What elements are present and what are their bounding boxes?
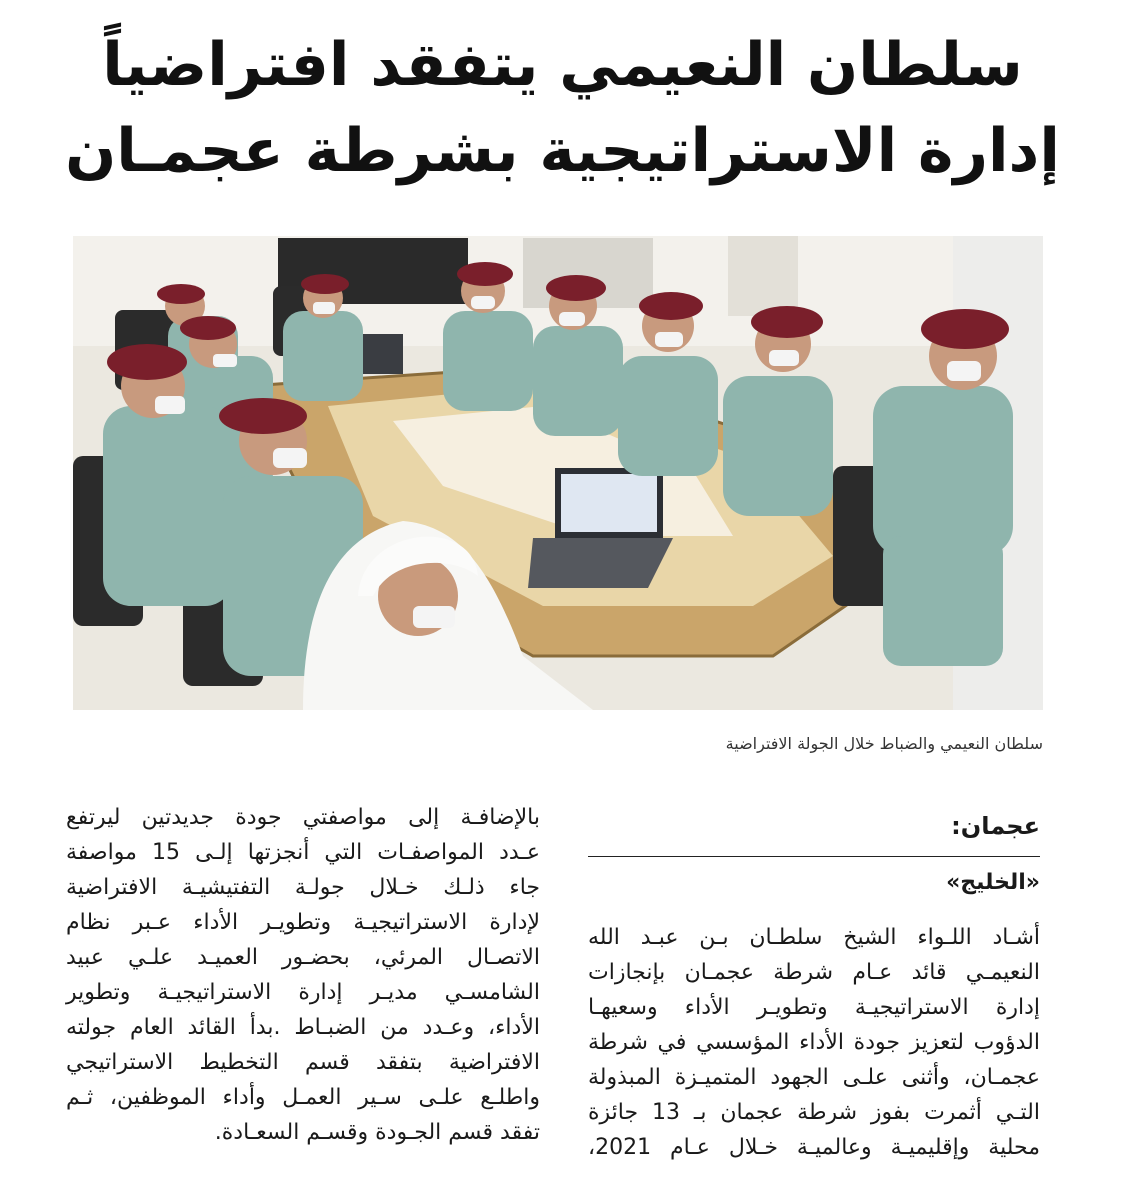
article-line: الأداء، وعـدد من الضبـاط .بدأ القائد العام جولته — [66, 1015, 540, 1040]
article-line: عـدد المواصفـات التي أنجزتها إلـى 15 مواصفة — [66, 840, 540, 865]
headline — [60, 22, 1065, 194]
article-column-right — [588, 920, 1040, 1165]
article-line: بالإضافـة إلى مواصفتي جودة جديدتين ليرتفع — [66, 805, 540, 830]
article-line: أشـاد اللـواء الشيخ سلطـان بـن عبـد الله — [588, 925, 1040, 950]
article-line: واطلـع علـى سـير العمـل وأداء الموظفين، ثـم — [66, 1085, 540, 1110]
article-line: الدؤوب لتعزيز جودة الأداء المؤسسي في شرطة — [588, 1030, 1040, 1055]
article-line: الافتراضية بتفقد قسم التخطيط الاستراتيجي — [66, 1050, 540, 1075]
article-line: التـي أثمرت بفوز شرطة عجمان بـ 13 جائزة — [588, 1100, 1041, 1125]
divider — [588, 856, 1040, 857]
article-line: تفقد قسم الجـودة وقسـم السعـادة. — [214, 1120, 540, 1145]
article-column-left — [66, 800, 540, 1150]
article-line: جاء ذلـك خـلال جولـة التفتيشيـة الافتراضية — [66, 875, 540, 900]
article-line: الاتصـال المرئي، بحضـور العميـد علـي عبيد — [66, 945, 540, 970]
dateline: عجمان: — [951, 812, 1040, 840]
article-line: عجمـان، وأثنى علـى الجهود المتميـزة المبذولة — [588, 1065, 1040, 1090]
photo-caption: سلطان النعيمي والضباط خلال الجولة الافتراضية — [725, 734, 1043, 753]
article-line: محلية وإقليميـة وعالميـة خـلال عـام 2021، — [588, 1135, 1040, 1160]
article-line: لإدارة الاستراتيجيـة وتطويـر الأداء عـبر نظام — [66, 910, 540, 935]
headline-line-2: إدارة الاستراتيجية بشرطة عجمـان — [65, 116, 1060, 186]
headline-line-1: سلطان النعيمي يتفقد افتراضياً — [102, 30, 1023, 100]
dateline-block — [588, 806, 1040, 901]
source-credit: «الخليج» — [946, 870, 1040, 895]
article-line: النعيمـي قائد عـام شرطة عجمـان بإنجازات — [588, 960, 1040, 985]
article-line: الشامسـي مديـر إدارة الاستراتيجيـة وتطوير — [66, 980, 540, 1005]
meeting-photo — [73, 236, 1043, 710]
article-line: إدارة الاستراتيجيـة وتطويـر الأداء وسعيهـا — [588, 995, 1040, 1020]
photo-illustration — [73, 236, 1043, 710]
